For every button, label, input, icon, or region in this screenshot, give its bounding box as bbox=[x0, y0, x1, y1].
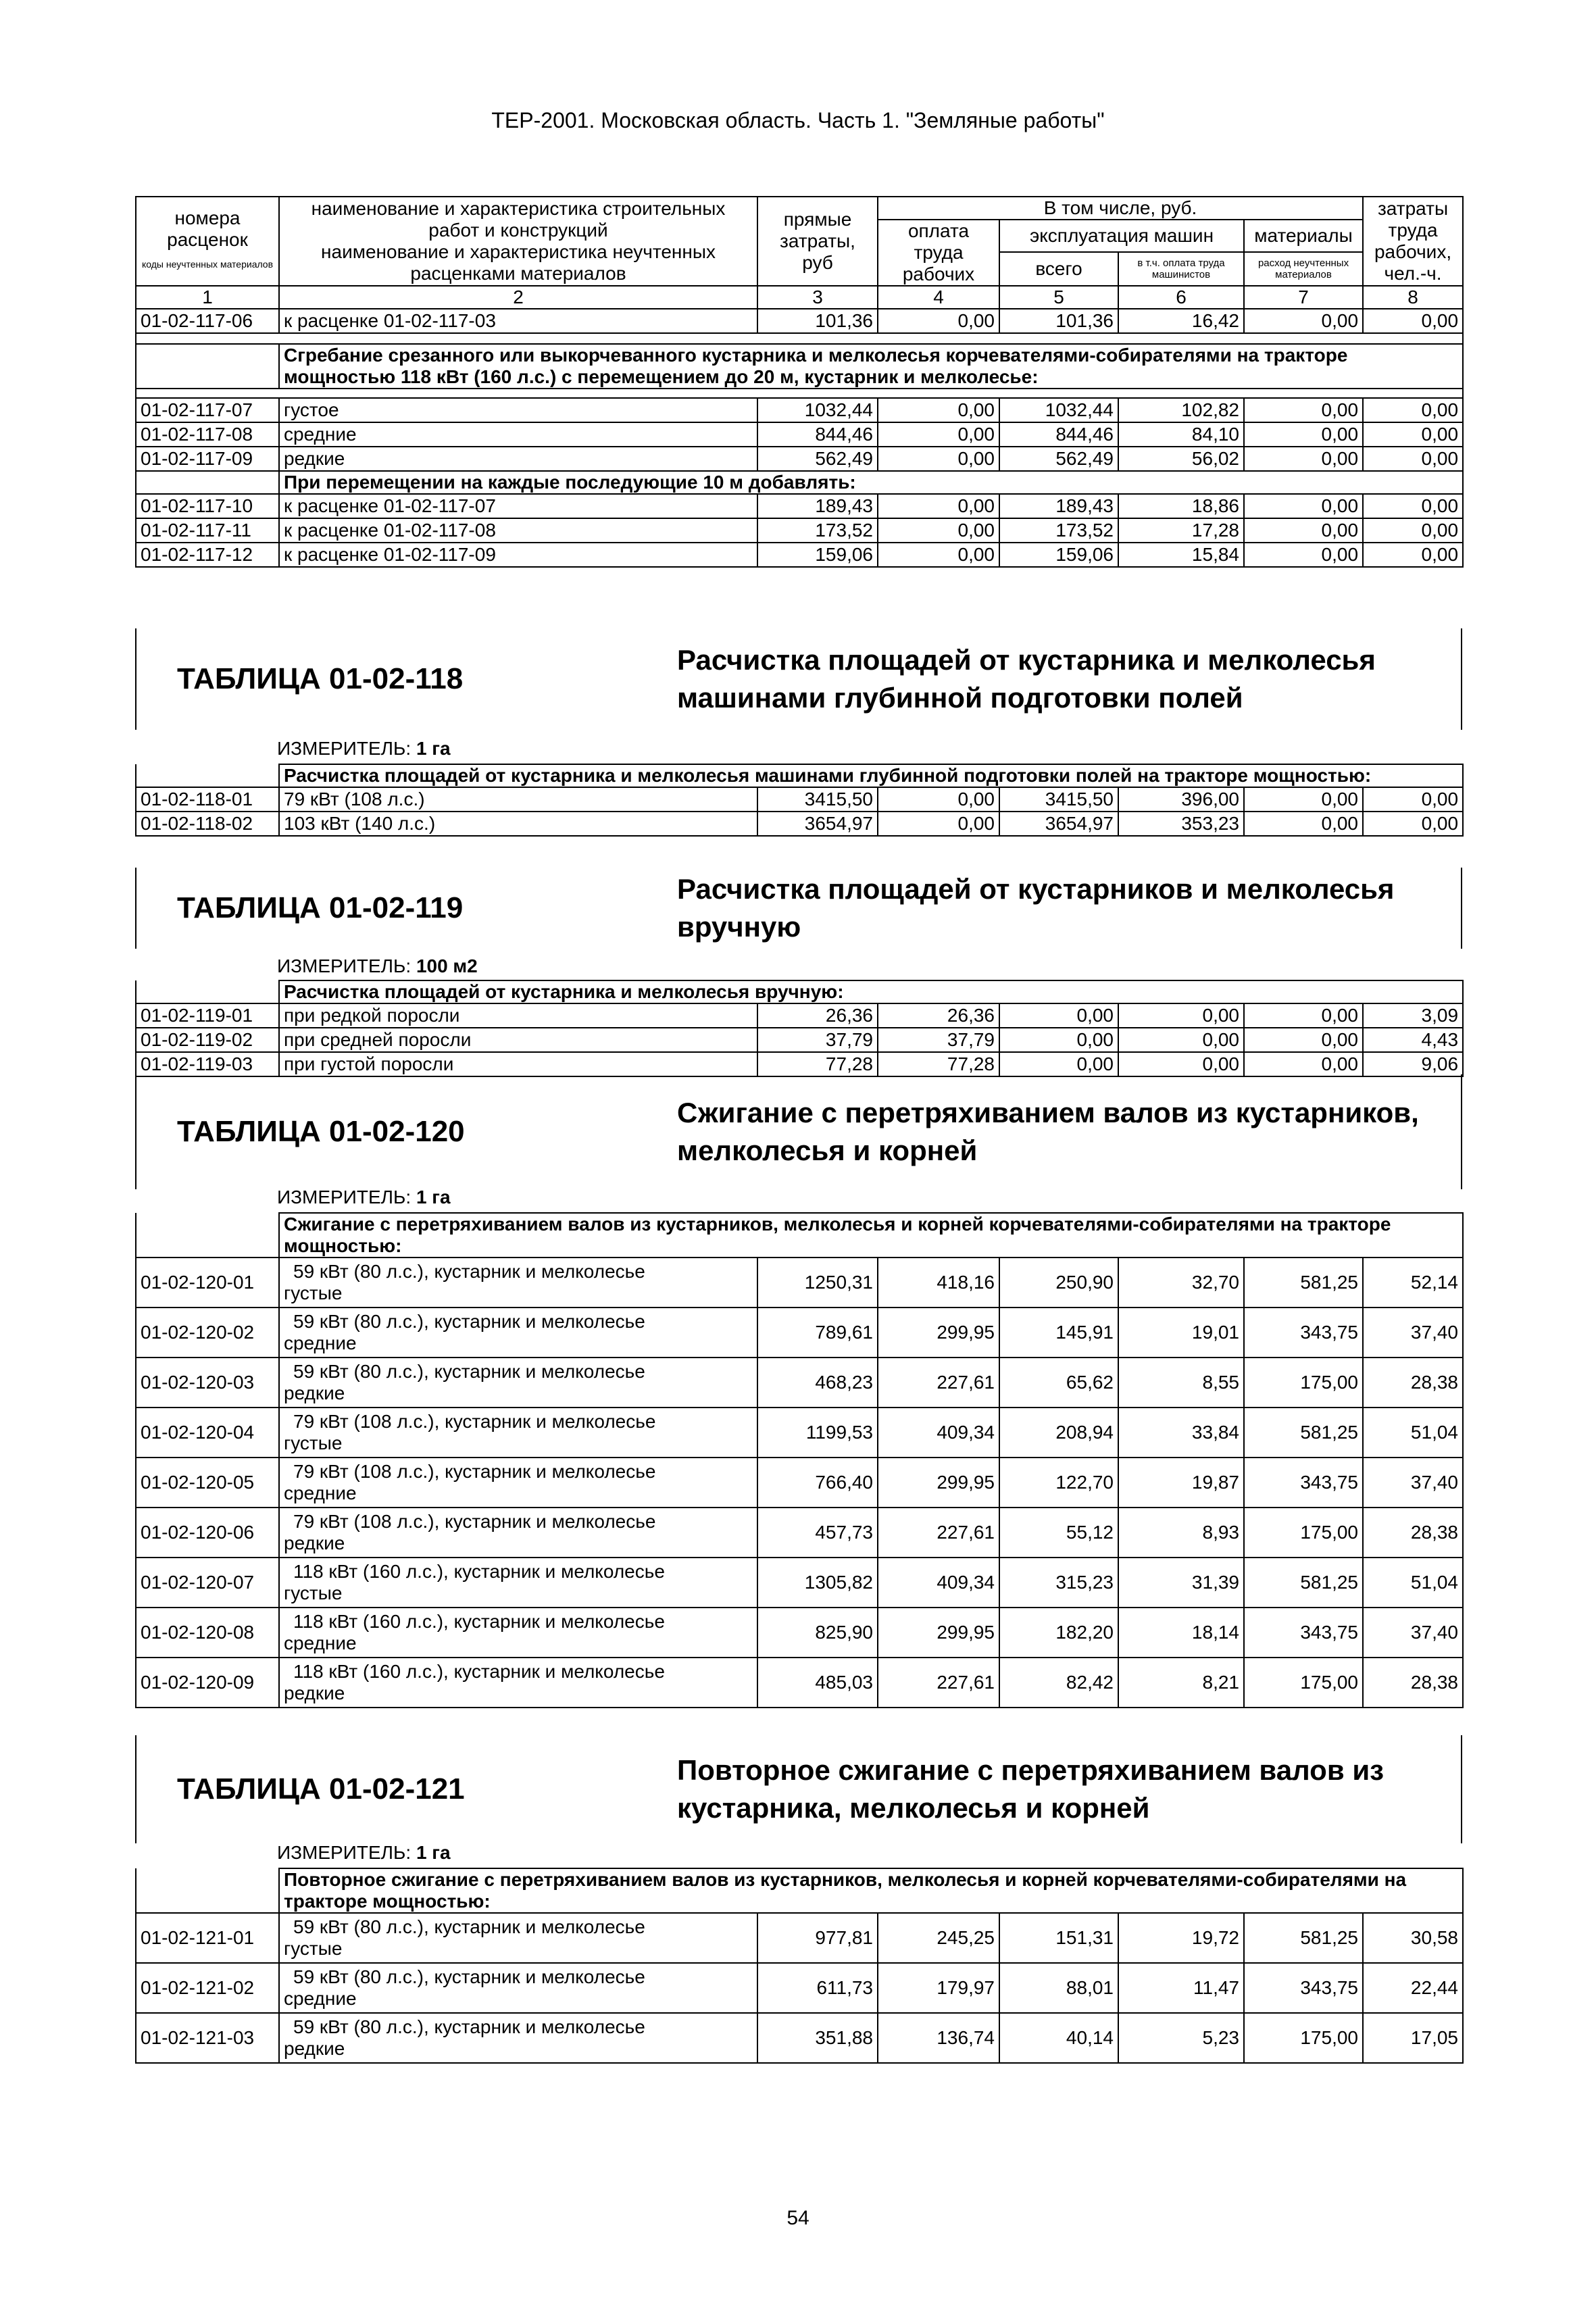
machines-total: 122,70 bbox=[999, 1458, 1118, 1508]
rate-name bbox=[279, 1608, 757, 1658]
machinist-wages: 32,70 bbox=[1118, 1258, 1244, 1308]
machinist-wages: 0,00 bbox=[1118, 1003, 1244, 1028]
table-row bbox=[136, 447, 1463, 471]
table-title: Расчистка площадей от кустарника и мелколесья машинами глубинной подготовки полей bbox=[677, 644, 1376, 714]
table-row bbox=[136, 787, 1463, 812]
direct-costs: 3415,50 bbox=[757, 787, 878, 812]
machines-total: 151,31 bbox=[999, 1913, 1118, 1963]
rate-name: 103 кВт (140 л.с.) bbox=[279, 812, 757, 836]
labor-hours: 28,38 bbox=[1363, 1508, 1463, 1558]
machinist-wages: 17,28 bbox=[1118, 518, 1244, 543]
materials: 581,25 bbox=[1244, 1558, 1363, 1608]
table-row bbox=[136, 1028, 1463, 1052]
rate-code: 01-02-117-12 bbox=[136, 543, 279, 567]
materials: 175,00 bbox=[1244, 1358, 1363, 1408]
rate-code: 01-02-118-01 bbox=[136, 787, 279, 812]
rate-name: густое bbox=[279, 398, 757, 422]
column-number: 7 bbox=[1244, 286, 1363, 309]
machinist-wages: 19,72 bbox=[1118, 1913, 1244, 1963]
column-number: 2 bbox=[279, 286, 757, 309]
materials: 0,00 bbox=[1244, 787, 1363, 812]
direct-costs: 977,81 bbox=[757, 1913, 878, 1963]
table-row bbox=[136, 1003, 1463, 1028]
table-row bbox=[136, 543, 1463, 567]
rate-code: 01-02-117-06 bbox=[136, 309, 279, 333]
direct-costs: 1305,82 bbox=[757, 1558, 878, 1608]
machines-total: 0,00 bbox=[999, 1028, 1118, 1052]
rate-name: к расценке 01-02-117-03 bbox=[279, 309, 757, 333]
col-header-group: В том числе, руб. bbox=[878, 197, 1363, 220]
table-title: Сжигание с перетряхиванием валов из кустарников, мелколесья и корней bbox=[677, 1097, 1419, 1166]
materials: 581,25 bbox=[1244, 1913, 1363, 1963]
rate-code: 01-02-120-03 bbox=[136, 1358, 279, 1408]
machines-total: 145,91 bbox=[999, 1308, 1118, 1358]
col-header-codes: номера расценок коды неучтенных материалов bbox=[136, 197, 279, 286]
direct-costs: 562,49 bbox=[757, 447, 878, 471]
labor-hours: 0,00 bbox=[1363, 309, 1463, 333]
rate-name-line: 59 кВт (80 л.с.), кустарник и мелколесье bbox=[293, 2016, 645, 2037]
machines-total: 173,52 bbox=[999, 518, 1118, 543]
rate-code: 01-02-120-05 bbox=[136, 1458, 279, 1508]
materials: 0,00 bbox=[1244, 812, 1363, 836]
column-number: 3 bbox=[757, 286, 878, 309]
rate-name-line: 59 кВт (80 л.с.), кустарник и мелколесье bbox=[293, 1916, 645, 1937]
rate-name-line: 118 кВт (160 л.с.), кустарник и мелколесье bbox=[293, 1561, 665, 1582]
rate-density: редкие bbox=[284, 2038, 345, 2059]
labor-hours: 0,00 bbox=[1363, 494, 1463, 518]
rate-name: 79 кВт (108 л.с.) bbox=[279, 787, 757, 812]
rate-name-line: 79 кВт (108 л.с.), кустарник и мелколесье bbox=[293, 1511, 656, 1532]
labor-hours: 37,40 bbox=[1363, 1608, 1463, 1658]
labor-hours: 28,38 bbox=[1363, 1358, 1463, 1408]
machines-total: 159,06 bbox=[999, 543, 1118, 567]
table-row bbox=[136, 398, 1463, 422]
section-caption: Расчистка площадей от кустарника и мелколесья вручную: bbox=[279, 980, 1463, 1003]
direct-costs: 457,73 bbox=[757, 1508, 878, 1558]
labor-hours: 4,43 bbox=[1363, 1028, 1463, 1052]
rate-name: при редкой поросли bbox=[279, 1003, 757, 1028]
materials: 343,75 bbox=[1244, 1963, 1363, 2013]
table-row bbox=[136, 309, 1463, 333]
machinist-wages: 5,23 bbox=[1118, 2013, 1244, 2063]
wages: 0,00 bbox=[878, 398, 999, 422]
section-caption: Сжигание с перетряхиванием валов из кустарников, мелколесья и корней корчевателями-собирателями на тракторе мощностью: bbox=[279, 1213, 1463, 1258]
rate-name-line: 59 кВт (80 л.с.), кустарник и мелколесье bbox=[293, 1311, 645, 1332]
direct-costs: 37,79 bbox=[757, 1028, 878, 1052]
table-119 bbox=[135, 980, 1462, 1077]
table-117-continuation bbox=[135, 196, 1462, 568]
machinist-wages: 8,93 bbox=[1118, 1508, 1244, 1558]
table-119-block bbox=[135, 868, 1462, 949]
rate-name: при густой поросли bbox=[279, 1052, 757, 1076]
table-row bbox=[136, 812, 1463, 836]
table-row bbox=[136, 1258, 1463, 1308]
measure-unit: ИЗМЕРИТЕЛЬ: 1 га bbox=[277, 1842, 451, 1863]
materials: 175,00 bbox=[1244, 1508, 1363, 1558]
machines-total: 182,20 bbox=[999, 1608, 1118, 1658]
wages: 299,95 bbox=[878, 1308, 999, 1358]
rate-name-line: 118 кВт (160 л.с.), кустарник и мелколесье bbox=[293, 1661, 665, 1682]
machinist-wages: 19,87 bbox=[1118, 1458, 1244, 1508]
table-row bbox=[136, 1052, 1463, 1076]
main-table-header bbox=[135, 196, 1464, 568]
wages: 0,00 bbox=[878, 518, 999, 543]
rate-name: редкие bbox=[279, 447, 757, 471]
machinist-wages: 15,84 bbox=[1118, 543, 1244, 567]
machines-total: 40,14 bbox=[999, 2013, 1118, 2063]
section-caption: Повторное сжигание с перетряхиванием валов из кустарников, мелколесья и корней корчевателями-собирателями на тракторе мощностью: bbox=[279, 1868, 1463, 1913]
rate-code: 01-02-120-07 bbox=[136, 1558, 279, 1608]
machines-total: 208,94 bbox=[999, 1408, 1118, 1458]
machinist-wages: 56,02 bbox=[1118, 447, 1244, 471]
wages: 77,28 bbox=[878, 1052, 999, 1076]
rate-code: 01-02-121-03 bbox=[136, 2013, 279, 2063]
direct-costs: 1250,31 bbox=[757, 1258, 878, 1308]
rate-name-line: 79 кВт (108 л.с.), кустарник и мелколесье bbox=[293, 1411, 656, 1432]
column-numbers-row bbox=[136, 286, 1463, 309]
table-row bbox=[136, 1358, 1463, 1408]
rate-name bbox=[279, 1358, 757, 1408]
rate-code: 01-02-118-02 bbox=[136, 812, 279, 836]
wages: 418,16 bbox=[878, 1258, 999, 1308]
machines-total: 101,36 bbox=[999, 309, 1118, 333]
rate-code: 01-02-117-08 bbox=[136, 422, 279, 447]
section-caption: Расчистка площадей от кустарника и мелколесья машинами глубинной подготовки полей на тракторе мощностью: bbox=[279, 764, 1463, 787]
machinist-wages: 18,86 bbox=[1118, 494, 1244, 518]
direct-costs: 789,61 bbox=[757, 1308, 878, 1358]
table-121 bbox=[135, 1868, 1462, 2064]
machinist-wages: 8,55 bbox=[1118, 1358, 1244, 1408]
machines-total: 562,49 bbox=[999, 447, 1118, 471]
wages: 179,97 bbox=[878, 1963, 999, 2013]
machines-total: 844,46 bbox=[999, 422, 1118, 447]
table-row bbox=[136, 422, 1463, 447]
wages: 0,00 bbox=[878, 447, 999, 471]
table-row bbox=[136, 1963, 1463, 2013]
labor-hours: 52,14 bbox=[1363, 1258, 1463, 1308]
column-number: 1 bbox=[136, 286, 279, 309]
materials: 0,00 bbox=[1244, 1028, 1363, 1052]
machinist-wages: 396,00 bbox=[1118, 787, 1244, 812]
direct-costs: 3654,97 bbox=[757, 812, 878, 836]
table-row bbox=[136, 1308, 1463, 1358]
rate-name bbox=[279, 1963, 757, 2013]
rate-code: 01-02-117-11 bbox=[136, 518, 279, 543]
rate-name: при средней поросли bbox=[279, 1028, 757, 1052]
section-caption: При перемещении на каждые последующие 10 м добавлять: bbox=[279, 471, 1463, 494]
rate-code: 01-02-120-09 bbox=[136, 1658, 279, 1708]
rate-code: 01-02-120-06 bbox=[136, 1508, 279, 1558]
direct-costs: 485,03 bbox=[757, 1658, 878, 1708]
direct-costs: 825,90 bbox=[757, 1608, 878, 1658]
labor-hours: 37,40 bbox=[1363, 1308, 1463, 1358]
col-header-labor: затраты труда рабочих, чел.-ч. bbox=[1363, 197, 1463, 286]
machinist-wages: 18,14 bbox=[1118, 1608, 1244, 1658]
direct-costs: 766,40 bbox=[757, 1458, 878, 1508]
rate-name: средние bbox=[279, 422, 757, 447]
table-118-block bbox=[135, 628, 1462, 730]
machinist-wages: 16,42 bbox=[1118, 309, 1244, 333]
wages: 245,25 bbox=[878, 1913, 999, 1963]
labor-hours: 30,58 bbox=[1363, 1913, 1463, 1963]
page-header: ТЕР-2001. Московская область. Часть 1. "Земляные работы" bbox=[491, 108, 1105, 132]
col-header-materials-usage: расход неучтенных материалов bbox=[1244, 252, 1363, 286]
materials: 0,00 bbox=[1244, 518, 1363, 543]
rate-name: к расценке 01-02-117-07 bbox=[279, 494, 757, 518]
rate-density: густые bbox=[284, 1583, 343, 1603]
rate-code: 01-02-119-03 bbox=[136, 1052, 279, 1076]
wages: 0,00 bbox=[878, 494, 999, 518]
labor-hours: 17,05 bbox=[1363, 2013, 1463, 2063]
machines-total: 88,01 bbox=[999, 1963, 1118, 2013]
table-row bbox=[136, 494, 1463, 518]
wages: 227,61 bbox=[878, 1658, 999, 1708]
labor-hours: 0,00 bbox=[1363, 812, 1463, 836]
machines-total: 0,00 bbox=[999, 1052, 1118, 1076]
table-121-block bbox=[135, 1735, 1462, 1843]
rate-name-line: 118 кВт (160 л.с.), кустарник и мелколесье bbox=[293, 1611, 665, 1632]
page-number: 54 bbox=[787, 2207, 809, 2229]
table-row bbox=[136, 1608, 1463, 1658]
direct-costs: 1199,53 bbox=[757, 1408, 878, 1458]
wages: 0,00 bbox=[878, 787, 999, 812]
col-header-direct-costs: прямые затраты, руб bbox=[757, 197, 878, 286]
rate-code: 01-02-119-02 bbox=[136, 1028, 279, 1052]
materials: 581,25 bbox=[1244, 1408, 1363, 1458]
direct-costs: 26,36 bbox=[757, 1003, 878, 1028]
rate-code: 01-02-120-01 bbox=[136, 1258, 279, 1308]
rate-code: 01-02-120-02 bbox=[136, 1308, 279, 1358]
machinist-wages: 31,39 bbox=[1118, 1558, 1244, 1608]
rate-density: средние bbox=[284, 1988, 357, 2009]
column-number: 8 bbox=[1363, 286, 1463, 309]
col-header-materials: материалы bbox=[1244, 220, 1363, 252]
col-header-machinist-wages: в т.ч. оплата труда машинистов bbox=[1118, 252, 1244, 286]
materials: 0,00 bbox=[1244, 494, 1363, 518]
column-number: 6 bbox=[1118, 286, 1244, 309]
table-number: ТАБЛИЦА 01-02-119 bbox=[177, 891, 464, 924]
wages: 227,61 bbox=[878, 1358, 999, 1408]
direct-costs: 101,36 bbox=[757, 309, 878, 333]
table-row bbox=[136, 1658, 1463, 1708]
machines-total: 189,43 bbox=[999, 494, 1118, 518]
measure-unit: ИЗМЕРИТЕЛЬ: 1 га bbox=[277, 1187, 451, 1208]
col-header-machines: эксплуатация машин bbox=[999, 220, 1244, 252]
machines-total: 3654,97 bbox=[999, 812, 1118, 836]
col-header-wages: оплата труда рабочих bbox=[878, 220, 999, 286]
machines-total: 55,12 bbox=[999, 1508, 1118, 1558]
wages: 299,95 bbox=[878, 1458, 999, 1508]
machines-total: 0,00 bbox=[999, 1003, 1118, 1028]
rate-code: 01-02-117-10 bbox=[136, 494, 279, 518]
materials: 343,75 bbox=[1244, 1458, 1363, 1508]
wages: 0,00 bbox=[878, 309, 999, 333]
rate-name bbox=[279, 1308, 757, 1358]
machines-total: 315,23 bbox=[999, 1558, 1118, 1608]
direct-costs: 189,43 bbox=[757, 494, 878, 518]
rate-code: 01-02-120-08 bbox=[136, 1608, 279, 1658]
table-number: ТАБЛИЦА 01-02-118 bbox=[177, 662, 464, 695]
labor-hours: 0,00 bbox=[1363, 398, 1463, 422]
labor-hours: 9,06 bbox=[1363, 1052, 1463, 1076]
machines-total: 65,62 bbox=[999, 1358, 1118, 1408]
materials: 581,25 bbox=[1244, 1258, 1363, 1308]
wages: 409,34 bbox=[878, 1408, 999, 1458]
wages: 0,00 bbox=[878, 543, 999, 567]
section-caption: Сгребание срезанного или выкорчеванного кустарника и мелколесья корчевателями-собирателями на тракторе мощностью 118 кВт (160 л.с.) с перемещением до 20 м, кустарник и мелколесье: bbox=[279, 344, 1463, 389]
table-row bbox=[136, 2013, 1463, 2063]
rate-code: 01-02-121-02 bbox=[136, 1963, 279, 2013]
machinist-wages: 11,47 bbox=[1118, 1963, 1244, 2013]
direct-costs: 611,73 bbox=[757, 1963, 878, 2013]
materials: 0,00 bbox=[1244, 309, 1363, 333]
labor-hours: 22,44 bbox=[1363, 1963, 1463, 2013]
machinist-wages: 353,23 bbox=[1118, 812, 1244, 836]
labor-hours: 3,09 bbox=[1363, 1003, 1463, 1028]
labor-hours: 0,00 bbox=[1363, 787, 1463, 812]
materials: 0,00 bbox=[1244, 1003, 1363, 1028]
rate-name bbox=[279, 1508, 757, 1558]
rate-name bbox=[279, 2013, 757, 2063]
materials: 0,00 bbox=[1244, 543, 1363, 567]
rate-density: редкие bbox=[284, 1683, 345, 1703]
rate-name bbox=[279, 1658, 757, 1708]
col-header-name: наименование и характеристика строительных работ и конструкций наименование и характеристика неучтенных расценками материалов bbox=[279, 197, 757, 286]
machinist-wages: 8,21 bbox=[1118, 1658, 1244, 1708]
labor-hours: 37,40 bbox=[1363, 1458, 1463, 1508]
labor-hours: 51,04 bbox=[1363, 1408, 1463, 1458]
rate-code: 01-02-120-04 bbox=[136, 1408, 279, 1458]
table-row bbox=[136, 518, 1463, 543]
machines-total: 250,90 bbox=[999, 1258, 1118, 1308]
direct-costs: 159,06 bbox=[757, 543, 878, 567]
rate-code: 01-02-121-01 bbox=[136, 1913, 279, 1963]
materials: 175,00 bbox=[1244, 2013, 1363, 2063]
table-120 bbox=[135, 1212, 1462, 1708]
rate-density: густые bbox=[284, 1283, 343, 1303]
machines-total: 1032,44 bbox=[999, 398, 1118, 422]
labor-hours: 51,04 bbox=[1363, 1558, 1463, 1608]
measure-unit: ИЗМЕРИТЕЛЬ: 100 м2 bbox=[277, 955, 478, 976]
labor-hours: 0,00 bbox=[1363, 543, 1463, 567]
direct-costs: 844,46 bbox=[757, 422, 878, 447]
wages: 0,00 bbox=[878, 812, 999, 836]
column-number: 5 bbox=[999, 286, 1118, 309]
rate-name-line: 59 кВт (80 л.с.), кустарник и мелколесье bbox=[293, 1966, 645, 1987]
rate-name: к расценке 01-02-117-09 bbox=[279, 543, 757, 567]
wages: 299,95 bbox=[878, 1608, 999, 1658]
table-number: ТАБЛИЦА 01-02-120 bbox=[177, 1115, 465, 1148]
rate-name: к расценке 01-02-117-08 bbox=[279, 518, 757, 543]
materials: 0,00 bbox=[1244, 398, 1363, 422]
machinist-wages: 84,10 bbox=[1118, 422, 1244, 447]
rate-density: густые bbox=[284, 1433, 343, 1453]
table-row bbox=[136, 1558, 1463, 1608]
materials: 343,75 bbox=[1244, 1308, 1363, 1358]
rate-code: 01-02-117-07 bbox=[136, 398, 279, 422]
materials: 0,00 bbox=[1244, 1052, 1363, 1076]
direct-costs: 173,52 bbox=[757, 518, 878, 543]
rate-density: средние bbox=[284, 1333, 357, 1353]
table-row bbox=[136, 1508, 1463, 1558]
rate-density: средние bbox=[284, 1633, 357, 1653]
machinist-wages: 102,82 bbox=[1118, 398, 1244, 422]
machines-total: 3415,50 bbox=[999, 787, 1118, 812]
rate-density: густые bbox=[284, 1938, 343, 1959]
labor-hours: 0,00 bbox=[1363, 422, 1463, 447]
rate-density: редкие bbox=[284, 1533, 345, 1553]
labor-hours: 28,38 bbox=[1363, 1658, 1463, 1708]
col-header-machines-total: всего bbox=[999, 252, 1118, 286]
materials: 343,75 bbox=[1244, 1608, 1363, 1658]
rate-code: 01-02-119-01 bbox=[136, 1003, 279, 1028]
rate-code: 01-02-117-09 bbox=[136, 447, 279, 471]
labor-hours: 0,00 bbox=[1363, 447, 1463, 471]
rate-name bbox=[279, 1458, 757, 1508]
table-120-block bbox=[135, 1074, 1462, 1189]
wages: 0,00 bbox=[878, 422, 999, 447]
rate-name-line: 59 кВт (80 л.с.), кустарник и мелколесье bbox=[293, 1361, 645, 1382]
direct-costs: 351,88 bbox=[757, 2013, 878, 2063]
machinist-wages: 33,84 bbox=[1118, 1408, 1244, 1458]
table-row bbox=[136, 1913, 1463, 1963]
wages: 136,74 bbox=[878, 2013, 999, 2063]
rate-density: редкие bbox=[284, 1383, 345, 1403]
measure-unit: ИЗМЕРИТЕЛЬ: 1 га bbox=[277, 738, 451, 759]
direct-costs: 77,28 bbox=[757, 1052, 878, 1076]
wages: 37,79 bbox=[878, 1028, 999, 1052]
direct-costs: 468,23 bbox=[757, 1358, 878, 1408]
labor-hours: 0,00 bbox=[1363, 518, 1463, 543]
rate-name bbox=[279, 1258, 757, 1308]
direct-costs: 1032,44 bbox=[757, 398, 878, 422]
table-row bbox=[136, 1458, 1463, 1508]
materials: 0,00 bbox=[1244, 422, 1363, 447]
rate-name bbox=[279, 1913, 757, 1963]
machinist-wages: 19,01 bbox=[1118, 1308, 1244, 1358]
materials: 0,00 bbox=[1244, 447, 1363, 471]
wages: 26,36 bbox=[878, 1003, 999, 1028]
rate-name-line: 59 кВт (80 л.с.), кустарник и мелколесье bbox=[293, 1261, 645, 1282]
wages: 409,34 bbox=[878, 1558, 999, 1608]
wages: 227,61 bbox=[878, 1508, 999, 1558]
table-row bbox=[136, 1408, 1463, 1458]
rate-name-line: 79 кВт (108 л.с.), кустарник и мелколесье bbox=[293, 1461, 656, 1482]
table-title: Повторное сжигание с перетряхиванием валов из кустарника, мелколесья и корней bbox=[677, 1754, 1385, 1824]
machinist-wages: 0,00 bbox=[1118, 1028, 1244, 1052]
rate-name bbox=[279, 1408, 757, 1458]
rate-density: средние bbox=[284, 1483, 357, 1503]
machinist-wages: 0,00 bbox=[1118, 1052, 1244, 1076]
table-118 bbox=[135, 764, 1462, 837]
rate-name bbox=[279, 1558, 757, 1608]
machines-total: 82,42 bbox=[999, 1658, 1118, 1708]
column-number: 4 bbox=[878, 286, 999, 309]
materials: 175,00 bbox=[1244, 1658, 1363, 1708]
table-title: Расчистка площадей от кустарников и мелколесья вручную bbox=[677, 873, 1395, 943]
table-number: ТАБЛИЦА 01-02-121 bbox=[177, 1772, 465, 1806]
